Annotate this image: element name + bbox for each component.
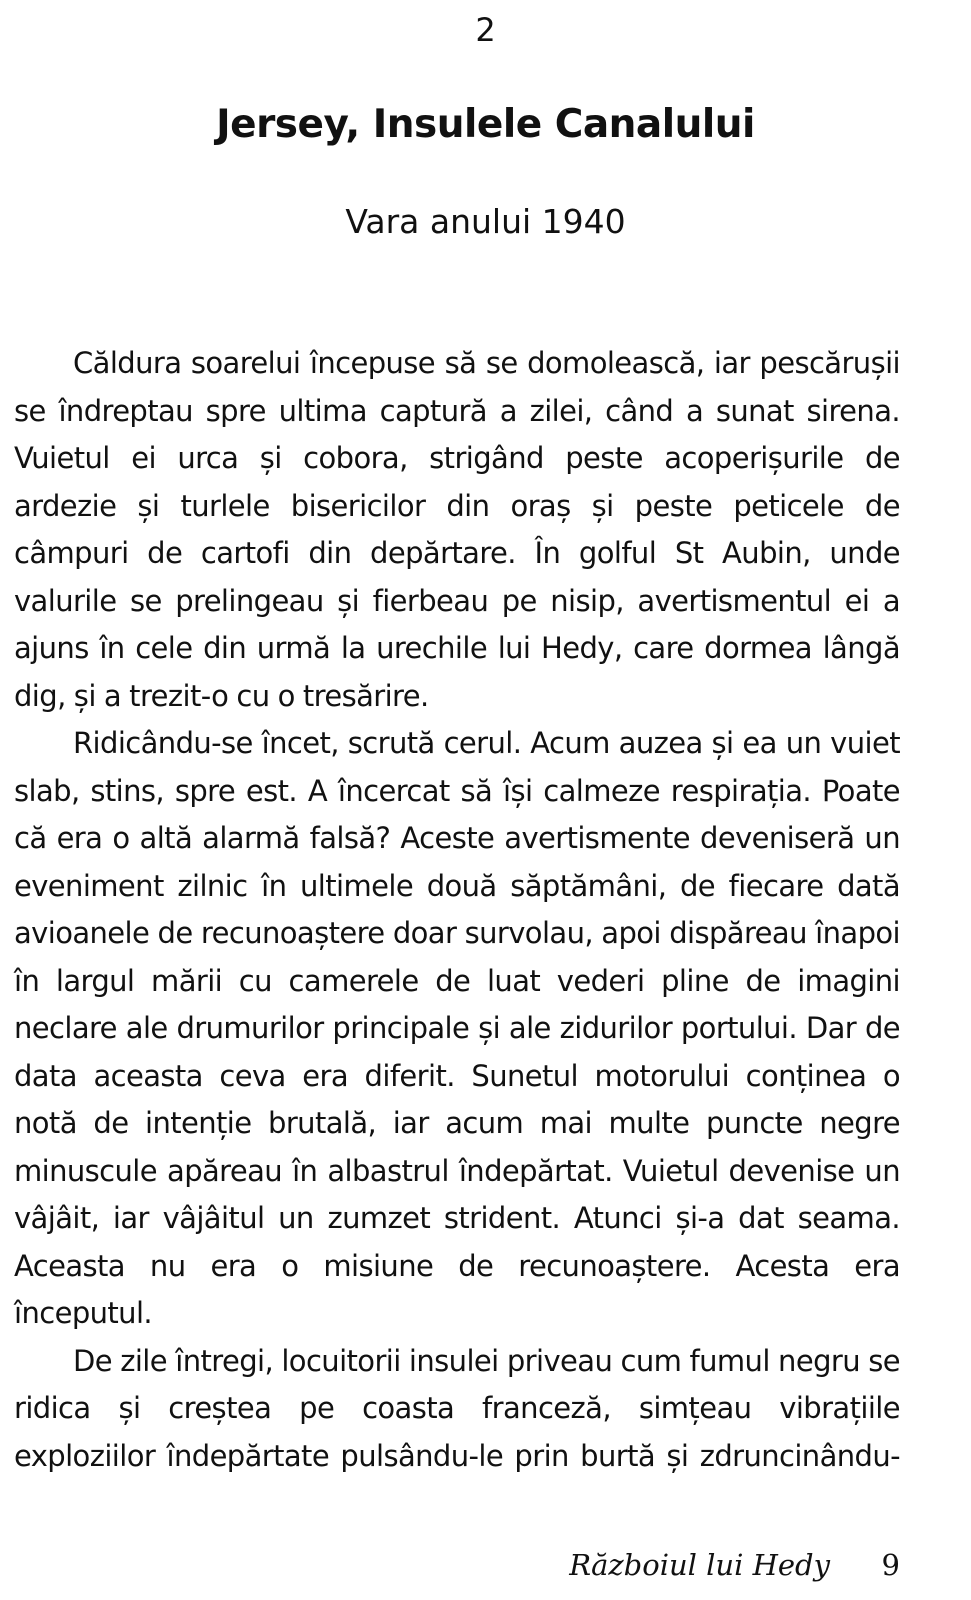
paragraph: De zile întregi, locuitorii insulei priveau cum fumul negru se ridica și creștea pe coasta franceză, simțeau vibrațiile exploziilor îndepărtate pulsându-le prin burtă și zdruncinându-: [14, 1343, 900, 1473]
chapter-title: Jersey, Insulele Canalului: [216, 102, 755, 147]
running-title: Războiul lui Hedy: [569, 1548, 830, 1582]
paragraph: Căldura soarelui începuse să se domolească, iar pescărușii se îndreptau spre ultima captură a zilei, când a sunat sirena. Vuietul ei urca și cobora, strigând peste acoperișurile de ardezie și turlele bisericilor din oraș și peste peticele de câmpuri de cartofi din depărtare. În golful St Aubin, unde valurile se prelingeau și fierbeau pe nisip, avertismentul ei a ajuns în cele din urmă la urechile lui Hedy, care dormea lângă dig, și a trezit-o cu o tresărire.: [14, 346, 900, 713]
page-number: 9: [881, 1548, 900, 1582]
body-text: [14, 340, 900, 1480]
page-footer: [0, 1540, 900, 1590]
chapter-subtitle: Vara anului 1940: [345, 202, 626, 241]
chapter-number: 2: [475, 11, 496, 49]
paragraph: Ridicându-se încet, scrută cerul. Acum auzea și ea un vuiet slab, stins, spre est. A încercat să își calmeze respirația. Poate că era o altă alarmă falsă? Aceste avertismente deveniseră un eveniment zilnic în ultimele două săptămâni, de fiecare dată avioanele de recunoaștere doar survolau, apoi dispăreau înapoi în largul mării cu camerele de luat vederi pline de imagini neclare ale drumurilor principale și ale zidurilor portului. Dar de data aceasta ceva era diferit. Sunetul motorului conținea o notă de intenție brutală, iar acum mai multe puncte negre minuscule apăreau în albastrul îndepărtat. Vuietul devenise un vâjâit, iar vâjâitul un zumzet strident. Atunci și-a dat seama. Aceasta nu era o misiune de recunoaștere. Acesta era începutul.: [14, 726, 900, 1330]
